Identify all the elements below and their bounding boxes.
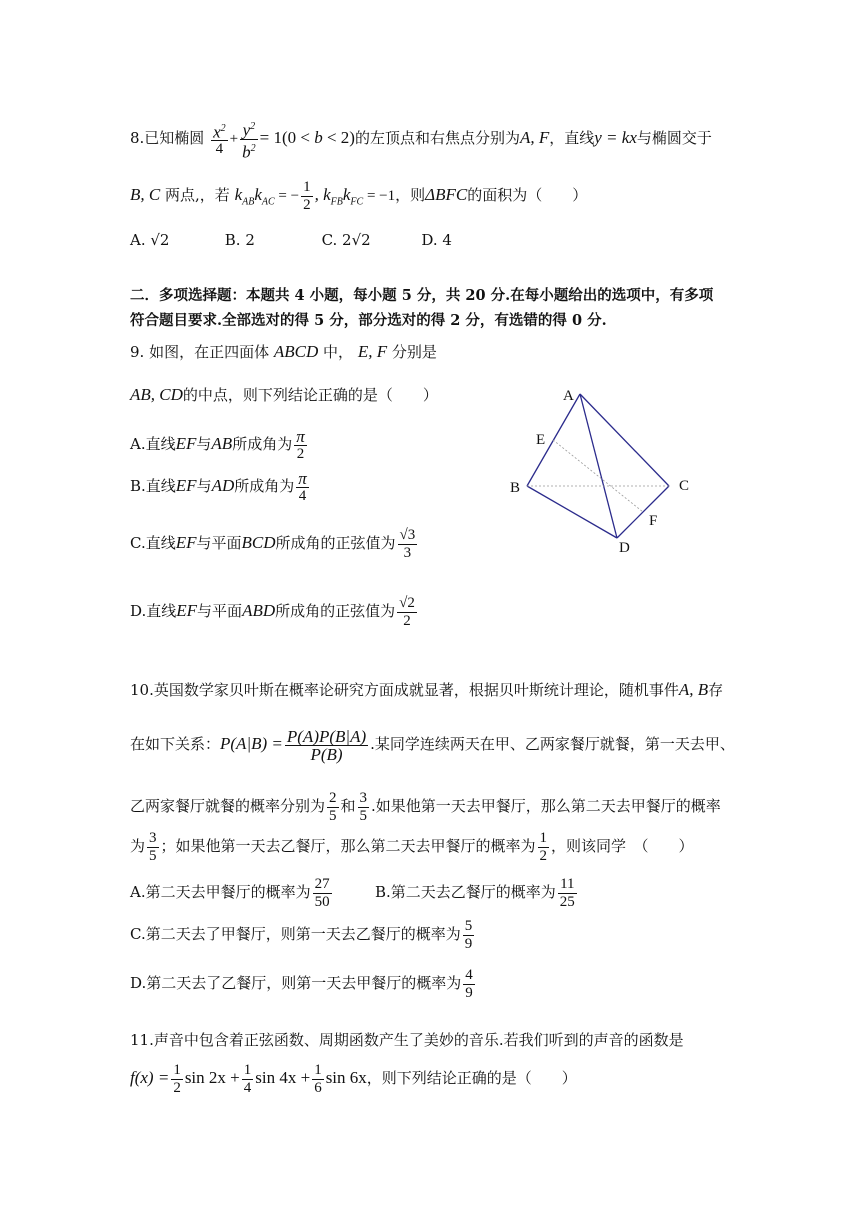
q10-line2 xyxy=(130,722,735,766)
q9-var: EF xyxy=(175,533,197,552)
q10-option-c: C.第二天去了甲餐厅，则第一天去乙餐厅的概率为 $\frac{5}{9}$ xyxy=(130,917,473,952)
q9-text: 与平面 xyxy=(197,602,243,620)
section-heading-line2: 符合题目要求.全部选对的得 5 分，部分选对的得 2 分，有选错的得 0 分. xyxy=(130,312,607,329)
q9-frac: $\frac{\pi}{4}$ xyxy=(298,468,307,504)
q8-line1: 8.已知椭圆 $\frac{x^2}{4}$ + $\frac{y^2}{b^2}$ = 1(0 < b < 2)的左顶点和右焦点分别为A, F，直线y = kx与椭圆交于 xyxy=(130,118,712,160)
label-f: F xyxy=(649,513,658,529)
q8-text: 的面积为（ ） xyxy=(467,186,588,204)
q9-frac: $\frac{√2}{2}$ xyxy=(399,594,415,629)
q11-lhs: f(x) = xyxy=(130,1068,170,1087)
q8-frac-y: $\frac{y^2}{b^2}$ xyxy=(240,118,258,160)
q9-tetra: ABCD xyxy=(273,342,319,361)
q9-text: 分别是 xyxy=(391,343,437,361)
q10-text: 存 xyxy=(708,681,724,699)
q9-var: EF xyxy=(175,434,197,453)
q9-text: 中， xyxy=(323,343,354,361)
q9-ef: E, F xyxy=(357,342,388,361)
q9-text: 所成角为 xyxy=(232,435,293,453)
q8-bc: B, C xyxy=(130,185,161,204)
q9-text: 的中点，则下列结论正确的是（ ） xyxy=(182,386,438,404)
q10-frac: $\frac{2}{5}$ xyxy=(329,789,337,824)
q9-var: EF xyxy=(176,601,198,620)
q9-abcd: AB, CD xyxy=(130,385,183,404)
q9-text: 所成角的正弦值为 xyxy=(275,534,396,552)
q8-frac-half: $\frac{1}{2}$ xyxy=(303,178,311,213)
q8-line2: B, C 两点,，若 $k_{AB}k_{AC}$ = − $\frac{1}{2}$ , $k_{FB}k_{FC} = -1$，则ΔBFC的面积为（ ） xyxy=(130,178,588,213)
q9-text: 9. 如图，在正四面体 xyxy=(130,343,270,361)
q10-lhs: P(A|B) = xyxy=(220,734,283,753)
q9-line2 xyxy=(130,385,438,405)
q9-text: A.直线 xyxy=(130,435,176,453)
q9-frac: $\frac{√3}{3}$ xyxy=(399,526,416,561)
q8-line-eq: y = kx xyxy=(594,128,637,148)
q8-options xyxy=(130,230,452,250)
q10-option-a: A.第二天去甲餐厅的概率为 $\frac{27}{50}$ xyxy=(130,875,330,910)
q8-text: 的左顶点和右焦点分别为 xyxy=(354,129,520,148)
q10-text: 和 xyxy=(340,797,356,815)
q9-text: 与平面 xyxy=(196,534,242,552)
q10-option-b: B.第二天去乙餐厅的概率为 $\frac{11}{25}$ xyxy=(375,875,575,910)
q8-frac-x: $\frac{x^2}{4}$ xyxy=(211,120,228,159)
q8-option-b: B. 2 xyxy=(224,231,255,249)
q8-text: 与椭圆交于 xyxy=(636,129,712,148)
q9-text: 所成角的正弦值为 xyxy=(275,602,396,620)
q9-option-b xyxy=(130,467,311,505)
q8-option-c: C. 2√2 xyxy=(321,231,371,249)
q9-text: 与 xyxy=(196,435,212,453)
q9-var: AB xyxy=(211,434,233,453)
q10-text: .如果他第一天去甲餐厅，那么第二天去甲餐厅的概率 xyxy=(371,797,721,815)
q10-frac: $\frac{3}{5}$ xyxy=(359,789,368,824)
q10-line4 xyxy=(130,826,694,866)
q9-text: B.直线 xyxy=(130,477,176,495)
q10-options-ab xyxy=(130,872,579,912)
q10-text: ，则该同学 （ ） xyxy=(551,837,694,855)
q8-text: 8.已知椭圆 xyxy=(130,129,205,148)
q9-text: 与 xyxy=(196,477,212,495)
q10-option-d: D.第二天去了乙餐厅，则第一天去甲餐厅的概率为 $\frac{4}{9}$ xyxy=(130,966,473,1001)
q11-line2: f(x) = $\frac{1}{2}$ sin 2x + $\frac{1}{4}$ sin 4x + $\frac{1}{6}$ sin 6x，则下列结论正确的是（ ） xyxy=(130,1061,577,1096)
q10-text: 10.英国数学家贝叶斯在概率论研究方面成就显著，根据贝叶斯统计理论，随机事件 xyxy=(130,681,679,699)
q8-text: ，则 xyxy=(395,186,426,204)
q8-text: ，直线 xyxy=(549,129,595,148)
q10-frac: $\frac{3}{5}$ xyxy=(149,829,157,864)
label-b: B xyxy=(510,480,521,496)
q9-text: D.直线 xyxy=(130,602,177,620)
q11-line1: 11.声音中包含着正弦函数、周期函数产生了美妙的音乐.若我们听到的声音的函数是 xyxy=(130,1031,684,1049)
label-d: D xyxy=(619,540,630,556)
tetrahedron-figure xyxy=(505,380,705,560)
q9-frac: $\frac{\pi}{2}$ xyxy=(296,426,305,462)
q8-option-a: A. √2 xyxy=(130,231,170,249)
q8-option-d: D. 4 xyxy=(421,231,452,249)
q9-line1 xyxy=(130,342,437,362)
q11-term: sin 6x xyxy=(325,1068,367,1087)
q9-option-a xyxy=(130,425,309,463)
q9-text: C.直线 xyxy=(130,534,176,552)
q9-text: 所成角为 xyxy=(234,477,295,495)
label-a: A xyxy=(563,388,574,404)
q10-line3 xyxy=(130,786,721,826)
q9-option-d xyxy=(130,591,419,631)
q9-var: EF xyxy=(175,476,197,495)
q9-option-c xyxy=(130,523,419,563)
section-heading-line1: 二．多项选择题：本题共 4 小题，每小题 5 分，共 20 分.在每小题给出的选项中，有多项 xyxy=(130,287,714,304)
q10-text: 乙两家餐厅就餐的概率分别为 xyxy=(130,797,326,815)
q8-af: A, F xyxy=(519,128,550,148)
q9-var: ABD xyxy=(242,601,276,620)
q10-text: ；如果他第一天去乙餐厅，那么第二天去甲餐厅的概率为 xyxy=(160,837,536,855)
q10-text: 为 xyxy=(130,837,146,855)
q11-term: sin 2x + xyxy=(184,1068,240,1087)
q10-text: .某同学连续两天在甲、乙两家餐厅就餐，第一天去甲、 xyxy=(370,735,735,753)
label-c: C xyxy=(679,478,690,494)
q11-text: ，则下列结论正确的是（ ） xyxy=(366,1069,577,1087)
q10-text: C.第二天去了甲餐厅，则第一天去乙餐厅的概率为 xyxy=(130,925,461,943)
q8-text: 两点,，若 xyxy=(165,186,230,204)
q9-var: AD xyxy=(211,476,235,495)
q10-text: D.第二天去了乙餐厅，则第一天去甲餐厅的概率为 xyxy=(130,974,462,992)
label-e: E xyxy=(536,432,546,448)
q10-bayes-frac: $\frac{P(A)P(B|A)}{P(B)}$ xyxy=(286,726,367,764)
q8-triangle: ΔBFC xyxy=(425,185,468,204)
q9-var: BCD xyxy=(241,533,276,552)
q10-line1 xyxy=(130,680,723,700)
q10-frac: $\frac{1}{2}$ xyxy=(539,829,548,864)
q10-text: 在如下关系： xyxy=(130,735,221,753)
q10-ab: A, B xyxy=(678,680,709,699)
q11-term: sin 4x + xyxy=(255,1068,311,1087)
